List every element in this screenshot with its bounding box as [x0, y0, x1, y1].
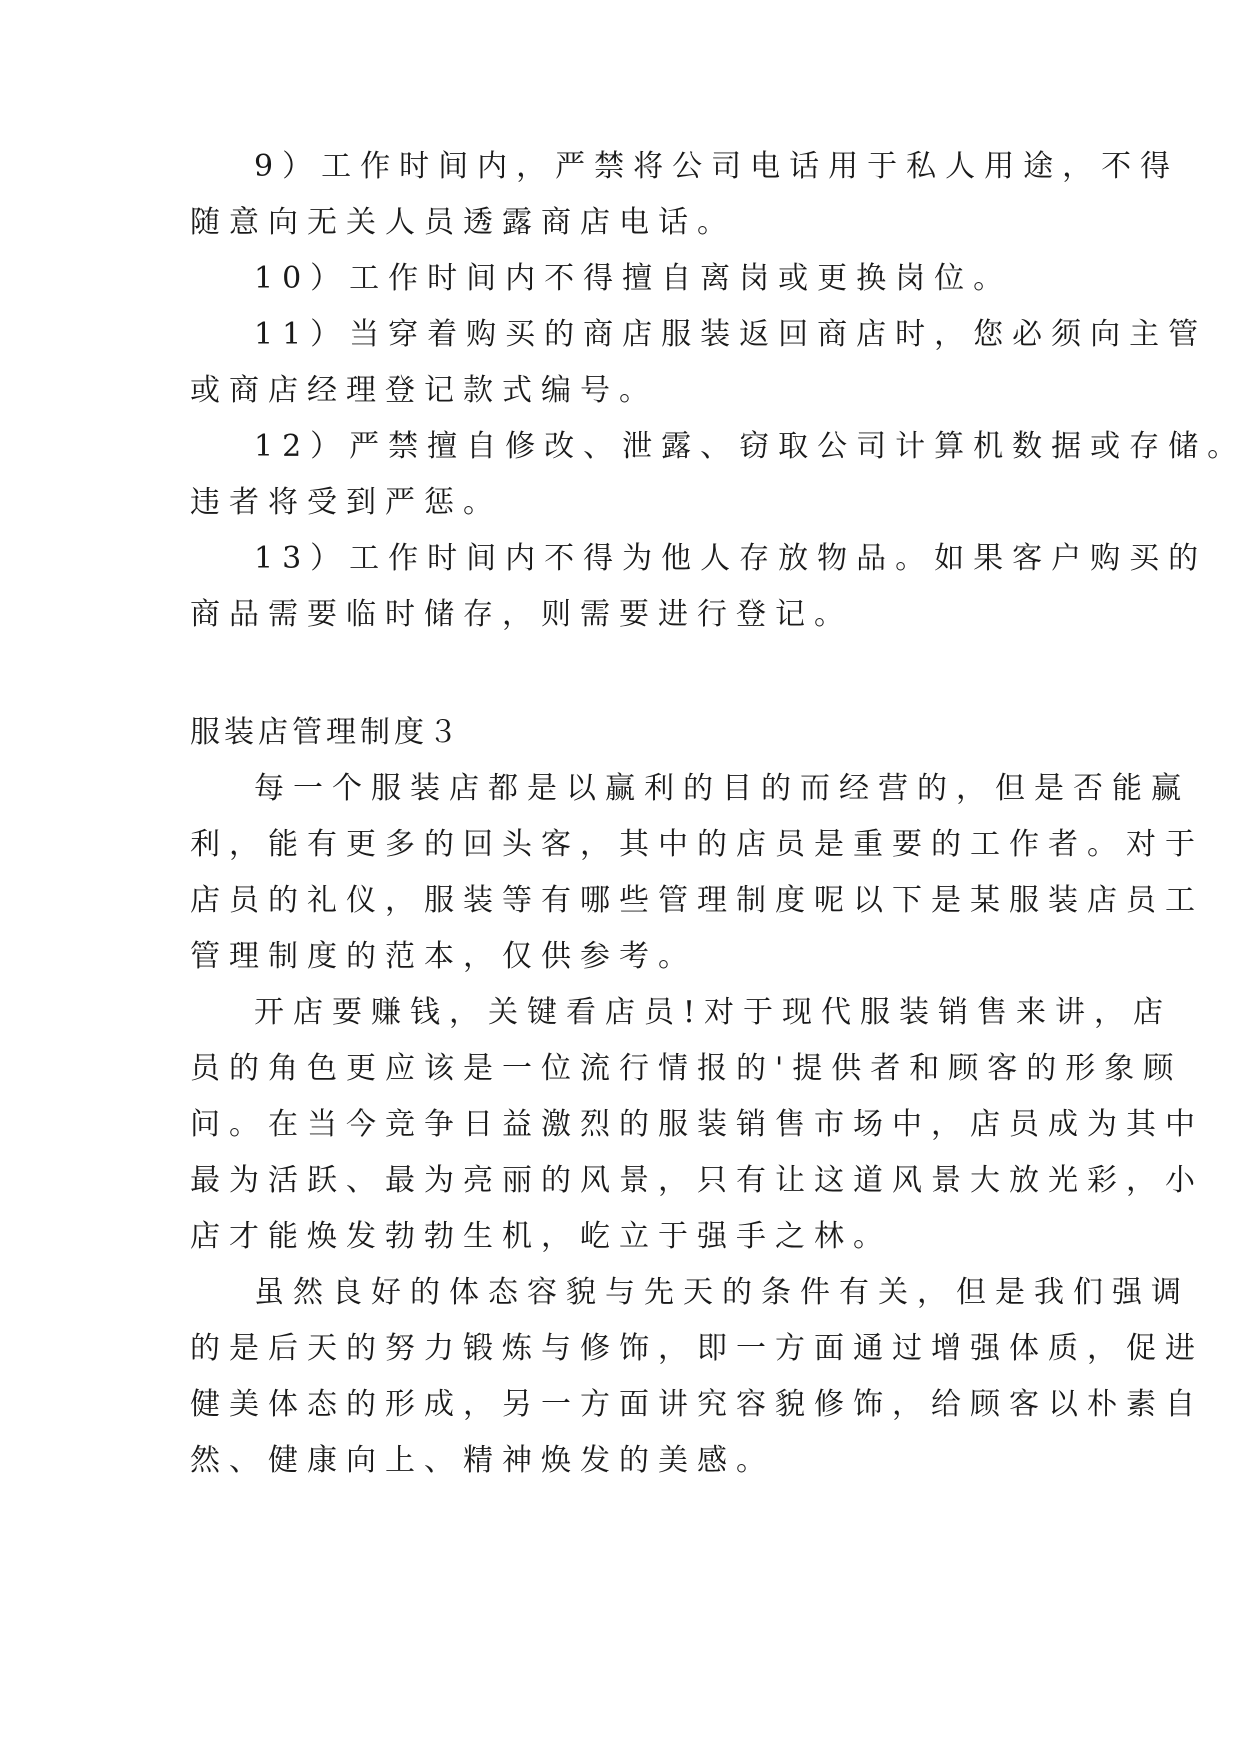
rule-12-line-1: 12）严禁擅自修改、泄露、窃取公司计算机数据或存储。	[254, 429, 1246, 464]
para-3-line-4: 然、健康向上、精神焕发的美感。	[190, 1443, 775, 1478]
para-3-line-3: 健美体态的形成，另一方面讲究容貌修饰，给顾客以朴素自	[190, 1387, 1204, 1422]
para-2-line-5: 店才能焕发勃勃生机，屹立于强手之林。	[190, 1219, 892, 1254]
rule-11-line-1: 11）当穿着购买的商店服装返回商店时，您必须向主管	[254, 317, 1208, 352]
section-title: 服装店管理制度３	[190, 715, 462, 750]
para-1-line-2: 利，能有更多的回头客，其中的店员是重要的工作者。对于	[190, 827, 1204, 862]
para-2-line-2: 员的角色更应该是一位流行情报的'提供者和顾客的形象顾	[190, 1051, 1183, 1086]
rule-13-line-1: 13）工作时间内不得为他人存放物品。如果客户购买的	[254, 541, 1208, 576]
rule-13-line-2: 商品需要临时储存，则需要进行登记。	[190, 597, 853, 632]
para-2-line-4: 最为活跃、最为亮丽的风景，只有让这道风景大放光彩，小	[190, 1163, 1204, 1198]
rule-9-line-2: 随意向无关人员透露商店电话。	[190, 205, 736, 240]
para-1-line-4: 管理制度的范本，仅供参考。	[190, 939, 697, 974]
para-2-line-1: 开店要赚钱，关键看店员!对于现代服装销售来讲，店	[254, 995, 1173, 1030]
para-1-line-1: 每一个服装店都是以赢利的目的而经营的，但是否能赢	[254, 771, 1190, 806]
rule-11-line-2: 或商店经理登记款式编号。	[190, 373, 658, 408]
rule-12-line-2: 违者将受到严惩。	[190, 485, 502, 520]
rule-10-line-1: 10）工作时间内不得擅自离岗或更换岗位。	[254, 261, 1013, 296]
rule-9-line-1: 9）工作时间内，严禁将公司电话用于私人用途，不得	[254, 149, 1180, 184]
para-1-line-3: 店员的礼仪，服装等有哪些管理制度呢以下是某服装店员工	[190, 883, 1204, 918]
para-2-line-3: 问。在当今竞争日益激烈的服装销售市场中，店员成为其中	[190, 1107, 1204, 1142]
para-3-line-2: 的是后天的努力锻炼与修饰，即一方面通过增强体质，促进	[190, 1331, 1204, 1366]
para-3-line-1: 虽然良好的体态容貌与先天的条件有关，但是我们强调	[254, 1275, 1190, 1310]
